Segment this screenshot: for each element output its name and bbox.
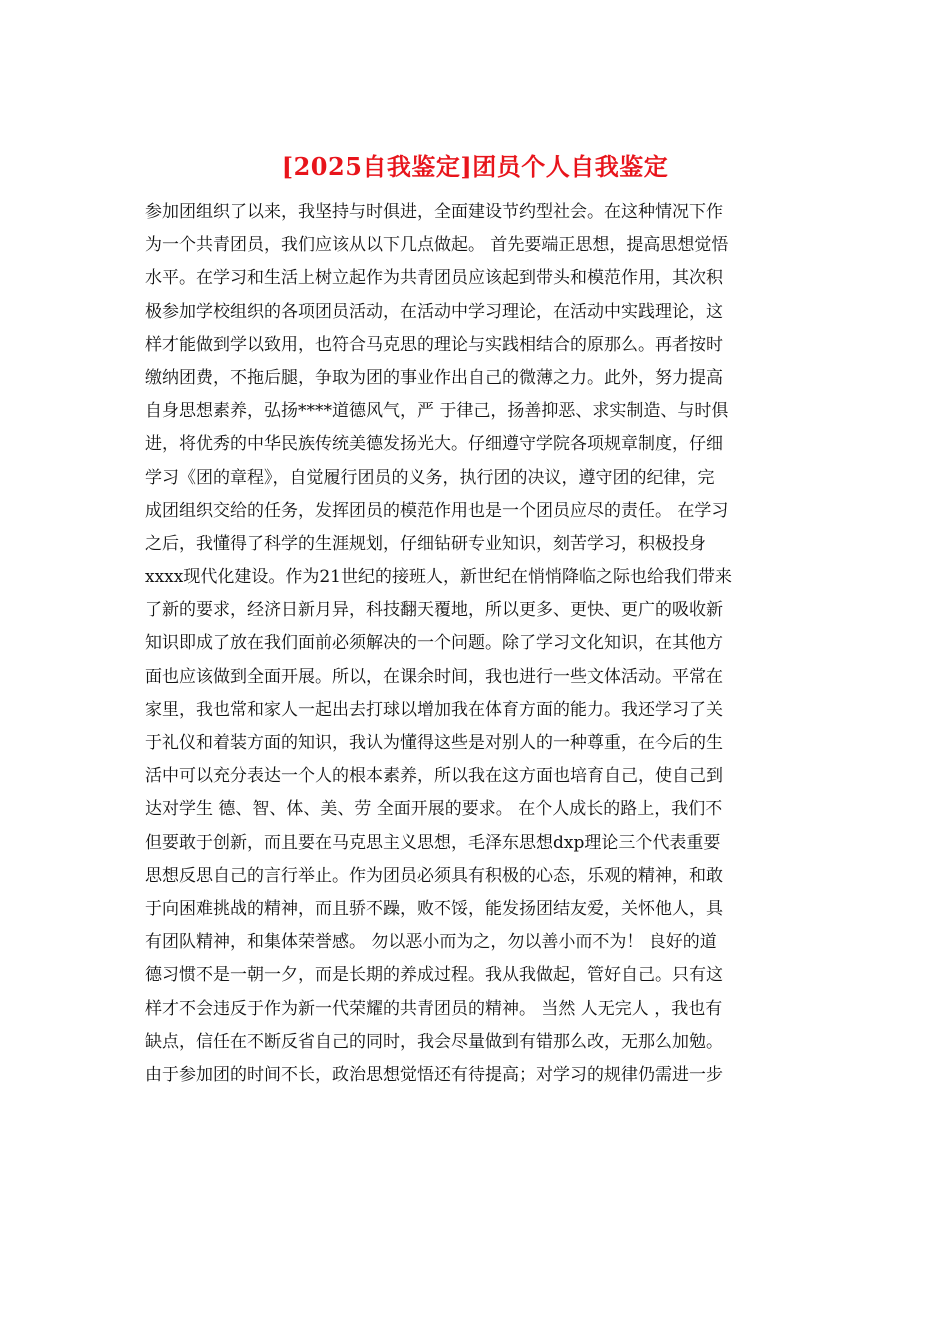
paragraph-line: 有团队精神，和集体荣誉感。 勿以恶小而为之，勿以善小而不为！ 良好的道 [145, 932, 717, 953]
paragraph-line: 为一个共青团员，我们应该从以下几点做起。 首先要端正思想，提高思想觉悟 [145, 235, 729, 256]
paragraph-line: 面也应该做到全面开展。所以，在课余时间，我也进行一些文体活动。平常在 [145, 666, 723, 687]
paragraph-line: 自身思想素养，弘扬****道德风气，严 于律己，扬善抑恶、求实制造、与时俱 [145, 401, 729, 422]
paragraph-line: 样才能做到学以致用，也符合马克思的理论与实践相结合的原那么。再者按时 [145, 334, 723, 355]
paragraph-line: 参加团组织了以来，我坚持与时俱进，全面建设节约型社会。在这种情况下作 [145, 202, 723, 222]
document-body [145, 196, 810, 1092]
paragraph-line: 但要敢于创新，而且要在马克思主义思想，毛泽东思想dxp理论三个代表重要 [145, 832, 721, 853]
paragraph-line: 德习惯不是一朝一夕，而是长期的养成过程。我从我做起，管好自己。只有这 [145, 965, 723, 986]
paragraph-line: 家里，我也常和家人一起出去打球以增加我在体育方面的能力。我还学习了关 [145, 699, 723, 720]
paragraph-line: 知识即成了放在我们面前必须解决的一个问题。除了学习文化知识，在其他方 [145, 633, 723, 654]
paragraph-line: 了新的要求，经济日新月异，科技翻天覆地，所以更多、更快、更广的吸收新 [145, 600, 723, 621]
paragraph-line: 思想反思自己的言行举止。作为团员必须具有积极的心态，乐观的精神，和敢 [145, 865, 723, 886]
paragraph-line: 于向困难挑战的精神，而且骄不躁，败不馁，能发扬团结友爱，关怀他人，具 [145, 898, 723, 919]
paragraph-line: 学习《团的章程》，自觉履行团员的义务，执行团的决议，遵守团的纪律，完 [145, 467, 715, 488]
paragraph-line: 进，将优秀的中华民族传统美德发扬光大。仔细遵守学院各项规章制度，仔细 [145, 434, 723, 455]
paragraph-line: 于礼仪和着装方面的知识，我认为懂得这些是对别人的一种尊重，在今后的生 [145, 733, 723, 753]
paragraph-line: 由于参加团的时间不长，政治思想觉悟还有待提高；对学习的规律仍需进一步 [145, 1064, 723, 1085]
paragraph-line: xxxx现代化建设。作为21世纪的接班人，新世纪在悄悄降临之际也给我们带来 [145, 567, 732, 588]
paragraph-line: 缺点，信任在不断反省自己的同时，我会尽量做到有错那么改，无那么加勉。 [145, 1031, 723, 1052]
paragraph-line: 缴纳团费，不拖后腿，争取为团的事业作出自己的微薄之力。此外，努力提高 [145, 367, 723, 388]
document-title: [2025自我鉴定]团员个人自我鉴定 [281, 152, 669, 181]
paragraph-line: 极参加学校组织的各项团员活动，在活动中学习理论，在活动中实践理论，这 [145, 301, 723, 322]
paragraph-line: 样才不会违反于作为新一代荣耀的共青团员的精神。 当然 人无完人 ，我也有 [145, 998, 723, 1019]
paragraph-line: 活中可以充分表达一个人的根本素养，所以我在这方面也培育自己，使自己到 [145, 766, 723, 787]
paragraph-line: 之后，我懂得了科学的生涯规划，仔细钻研专业知识，刻苦学习，积极投身 [145, 533, 706, 554]
paragraph-line: 水平。在学习和生活上树立起作为共青团员应该起到带头和模范作用，其次积 [145, 268, 723, 289]
paragraph-line: 达对学生 德、智、体、美、劳 全面开展的要求。 在个人成长的路上，我们不 [145, 799, 723, 820]
paragraph-line: 成团组织交给的任务，发挥团员的模范作用也是一个团员应尽的责任。 在学习 [145, 500, 729, 521]
